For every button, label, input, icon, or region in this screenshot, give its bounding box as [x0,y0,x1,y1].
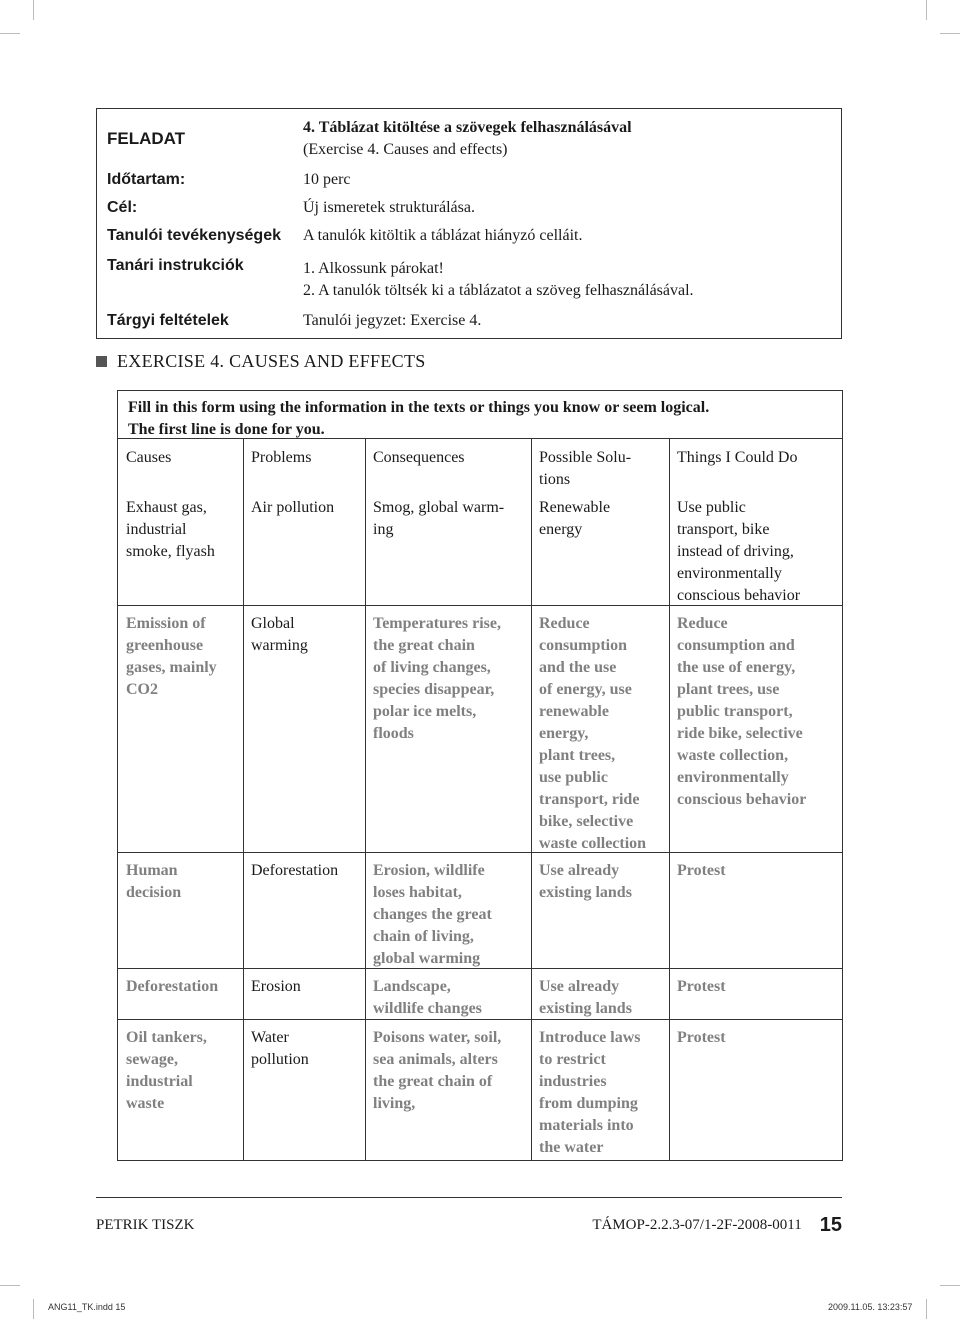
cell-things-i-could-do: Protest [677,978,726,995]
idotartam-value: 10 perc [303,171,351,188]
cell-causes: Exhaust gas, industrial smoke, flyash [126,499,215,560]
feltetelek-value: Tanulói jegyzet: Exercise 4. [303,312,482,329]
cell-solutions: Introduce laws to restrict industries from dumping materials into the water [539,1029,641,1156]
info-row-feladat-sub [97,139,841,161]
instrukciok-label: Tanári instrukciók [107,257,244,274]
spacer [97,139,293,161]
cell-consequences: Temperatures rise, the great chain of living changes, species disappear, polar ice melts, floods [373,615,501,742]
cell-solutions: Reduce consumption and the use of energy, use renewable energy, plant trees, use public transport, ride bike, selective waste collection [539,615,647,852]
instrukcio-line-1: 1. Alkossunk párokat! [303,260,444,277]
feltetelek-label: Tárgyi feltételek [107,312,229,329]
header-solutions: Possible Solu- tions [539,449,632,488]
slug-file: ANG11_TK.indd 15 [48,1302,126,1312]
cell-things-i-could-do: Reduce consumption and the use of energy, plant trees, use public transport, ride bike, selective waste collection, environmentally conscious behavior [677,615,807,808]
header-things-i-could-do: Things I Could Do [677,449,798,466]
cell-solutions: Renewable energy [539,499,611,538]
cell-things-i-could-do: Protest [677,1029,726,1046]
instrukciok-values [293,255,841,302]
crop-mark [0,1285,20,1286]
feladat-label: FELADAT [107,129,186,148]
info-row-feladat [97,117,841,148]
info-row-instrukciok [97,255,841,302]
task-info-table [96,108,842,339]
crop-mark [926,0,927,20]
info-row-cel [97,197,841,219]
feladat-title: 4. Táblázat kitöltése a szövegek felhasználásával [303,119,632,136]
cell-problems: Water pollution [251,1029,309,1068]
page-number: 15 [819,1214,842,1236]
tevekenysegek-value: A tanulók kitöltik a táblázat hiányzó celláit. [303,227,583,244]
exercise-heading [96,350,426,372]
cell-causes: Oil tankers, sewage, industrial waste [126,1029,207,1112]
cell-consequences: Smog, global warm- ing [373,499,505,538]
cell-consequences: Landscape, wildlife changes [373,978,482,1017]
cell-problems: Deforestation [251,862,339,879]
page-footer [96,1214,842,1237]
slug-timestamp: 2009.11.05. 13:23:57 [828,1302,913,1312]
cell-problems: Erosion [251,978,301,995]
instruction-line-2: The first line is done for you. [128,421,325,438]
info-row-idotartam [97,169,841,191]
footer-rule [96,1197,842,1198]
crop-mark [0,33,20,34]
cell-problems: Global warming [251,615,308,654]
header-consequences: Consequences [373,449,465,466]
cell-causes: Deforestation [126,978,219,995]
cell-consequences: Poisons water, soil, sea animals, alters the great chain of living, [373,1029,502,1112]
row-divider [118,852,842,853]
cell-problems: Air pollution [251,499,335,516]
info-row-feltetelek [97,310,841,332]
instrukcio-line-2: 2. A tanulók töltsék ki a táblázatot a szöveg felhasználásával. [303,282,694,299]
footer-project-code: TÁMOP-2.2.3-07/1-2F-2008-0011 [592,1217,802,1233]
tevekenysegek-label: Tanulói tevékenységek [107,227,281,244]
crop-mark [940,33,960,34]
cel-value: Új ismeretek strukturálása. [303,199,475,216]
footer-publisher: PETRIK TISZK [96,1217,195,1233]
square-bullet-icon [96,356,107,367]
cell-solutions: Use already existing lands [539,862,632,901]
cell-causes: Human decision [126,862,182,901]
exercise-grid [118,439,842,1160]
exercise-heading-text: EXERCISE 4. CAUSES AND EFFECTS [117,350,426,371]
exercise-instruction [118,391,842,439]
instruction-line-1: Fill in this form using the information in the texts or things you know or seem logical. [128,399,710,416]
crop-mark [33,0,34,20]
cel-label: Cél: [107,199,138,216]
info-row-tevekenysegek [97,225,841,247]
cell-solutions: Use already existing lands [539,978,632,1017]
header-problems: Problems [251,449,312,466]
idotartam-label: Időtartam: [107,171,186,188]
cell-things-i-could-do: Protest [677,862,726,879]
exercise-table [117,390,843,1161]
crop-mark [926,1299,927,1319]
cell-things-i-could-do: Use public transport, bike instead of driving, environmentally conscious behavior [677,499,801,604]
cell-causes: Emission of greenhouse gases, mainly CO2 [126,615,217,698]
header-causes: Causes [126,449,172,466]
crop-mark [33,1299,34,1319]
feladat-subtitle: (Exercise 4. Causes and effects) [303,141,508,158]
crop-mark [940,1285,960,1286]
cell-consequences: Erosion, wildlife loses habitat, changes the great chain of living, global warming [373,862,492,967]
